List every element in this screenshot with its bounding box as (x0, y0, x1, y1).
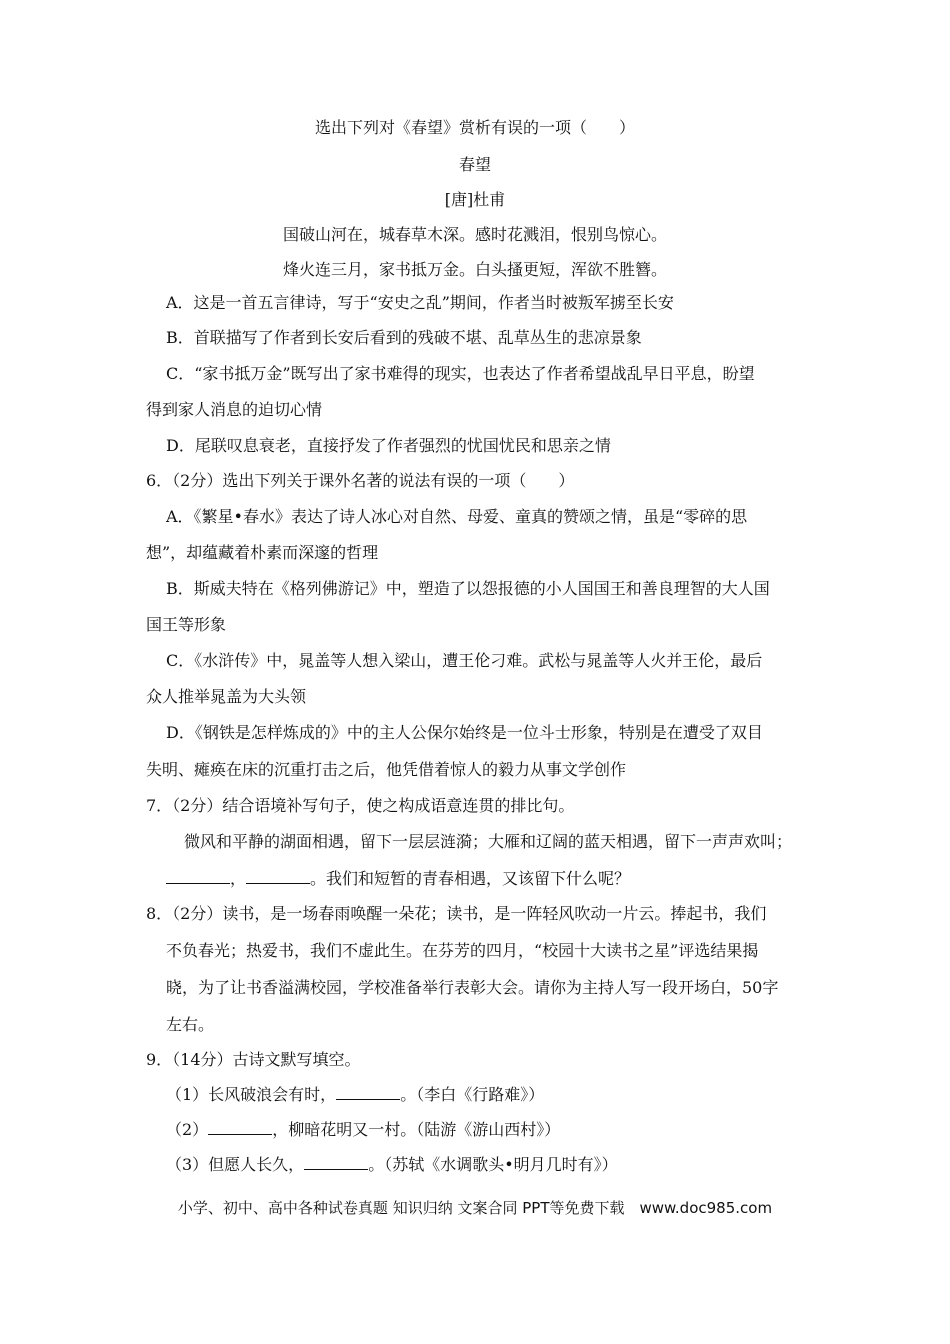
q9-item-1-pre: （1）长风破浪会有时， (166, 1085, 337, 1104)
q5-option-b: B．首联描写了作者到长安后看到的残破不堪、乱草丛生的悲凉景象 (166, 328, 642, 347)
poem-title: 春望 (458, 155, 491, 174)
poem-line-1: 国破山河在，城春草木深。感时花溅泪，恨别鸟惊心。 (282, 225, 667, 244)
q5-option-a: A．这是一首五言律诗，写于“安史之乱”期间，作者当时被叛军掳至长安 (166, 293, 674, 312)
q9-item-3-pre: （3）但愿人长久， (166, 1155, 305, 1174)
footer-promo: 小学、初中、高中各种试卷真题 知识归纳 文案合同 PPT等免费下载 www.doc985.com (177, 1199, 773, 1217)
q6-option-c-line2: 众人推举晁盖为大头领 (146, 687, 307, 706)
q9-item-1-post: 。（李白《行路难》） (400, 1085, 545, 1104)
q7-stem: 7．（2分）结合语境补写句子，使之构成语意连贯的排比句。 (146, 796, 575, 815)
q6-option-b-line1: B．斯威夫特在《格列佛游记》中，塑造了以怨报德的小人国国王和善良理智的大人国 (166, 579, 770, 598)
q9-item-1 (166, 1085, 544, 1105)
q5-option-c-line2: 得到家人消息的迫切心情 (146, 400, 323, 419)
poem-line-2: 烽火连三月，家书抵万金。白头搔更短，浑欲不胜簪。 (282, 260, 667, 279)
q9-item-3-post: 。（苏轼《水调歌头•明月几时有》） (368, 1155, 618, 1174)
q9-stem: 9．（14分）古诗文默写填空。 (146, 1050, 361, 1069)
q7-text-line2 (166, 869, 630, 889)
blank-separator: ， (230, 869, 247, 888)
q8-line-4: 左右。 (166, 1015, 215, 1034)
q6-option-d-line2: 失明、瘫痪在床的沉重打击之后，他凭借着惊人的毅力从事文学创作 (146, 760, 627, 779)
q6-option-b-line2: 国王等形象 (146, 615, 227, 634)
fill-blank-1[interactable] (166, 869, 230, 884)
poem-author: [唐]杜甫 (444, 190, 506, 209)
q5-stem: 选出下列对《春望》赏析有误的一项（ ） (314, 118, 635, 137)
q6-option-c-line1: C．《水浒传》中，晁盖等人想入梁山，遭王伦刁难。武松与晁盖等人火并王伦，最后 (166, 651, 763, 670)
q8-line-3: 晓，为了让书香溢满校园，学校准备举行表彰大会。请你为主持人写一段开场白，50字 (166, 978, 779, 997)
q8-line-1: 8．（2分）读书，是一场春雨唤醒一朵花；读书，是一阵轻风吹动一片云。捧起书，我们 (146, 904, 767, 923)
q8-line-2: 不负春光；热爱书，我们不虚此生。在芬芳的四月，“校园十大读书之星”评选结果揭 (166, 941, 759, 960)
q9-item-2 (166, 1120, 560, 1140)
fill-blank-3[interactable] (336, 1085, 400, 1100)
q7-text-line1: 微风和平静的湖面相遇，留下一层层涟漪；大雁和辽阔的蓝天相遇，留下一声声欢叫； (184, 832, 793, 851)
q6-stem: 6．（2分）选出下列关于课外名著的说法有误的一项（ ） (146, 471, 575, 490)
q7-text-tail: 。我们和短暂的青春相遇，又该留下什么呢？ (310, 869, 631, 888)
q6-option-a-line2: 想”，却蕴藏着朴素而深邃的哲理 (146, 543, 379, 562)
q9-item-2-post: ，柳暗花明又一村。（陆游《游山西村》） (272, 1120, 561, 1139)
fill-blank-2[interactable] (246, 869, 310, 884)
fill-blank-4[interactable] (208, 1120, 272, 1135)
q6-option-a-line1: A．《繁星•春水》表达了诗人冰心对自然、母爱、童真的赞颂之情，虽是“零碎的思 (166, 507, 748, 526)
q9-item-2-pre: （2） (166, 1120, 209, 1139)
q5-option-c-line1: C．“家书抵万金”既写出了家书难得的现实，也表达了作者希望战乱早日平息，盼望 (166, 364, 755, 383)
fill-blank-5[interactable] (304, 1155, 368, 1170)
q6-option-d-line1: D．《钢铁是怎样炼成的》中的主人公保尔始终是一位斗士形象，特别是在遭受了双目 (166, 723, 763, 742)
q5-option-d: D．尾联叹息衰老，直接抒发了作者强烈的忧国忧民和思亲之情 (166, 436, 611, 455)
q9-item-3 (166, 1155, 618, 1175)
